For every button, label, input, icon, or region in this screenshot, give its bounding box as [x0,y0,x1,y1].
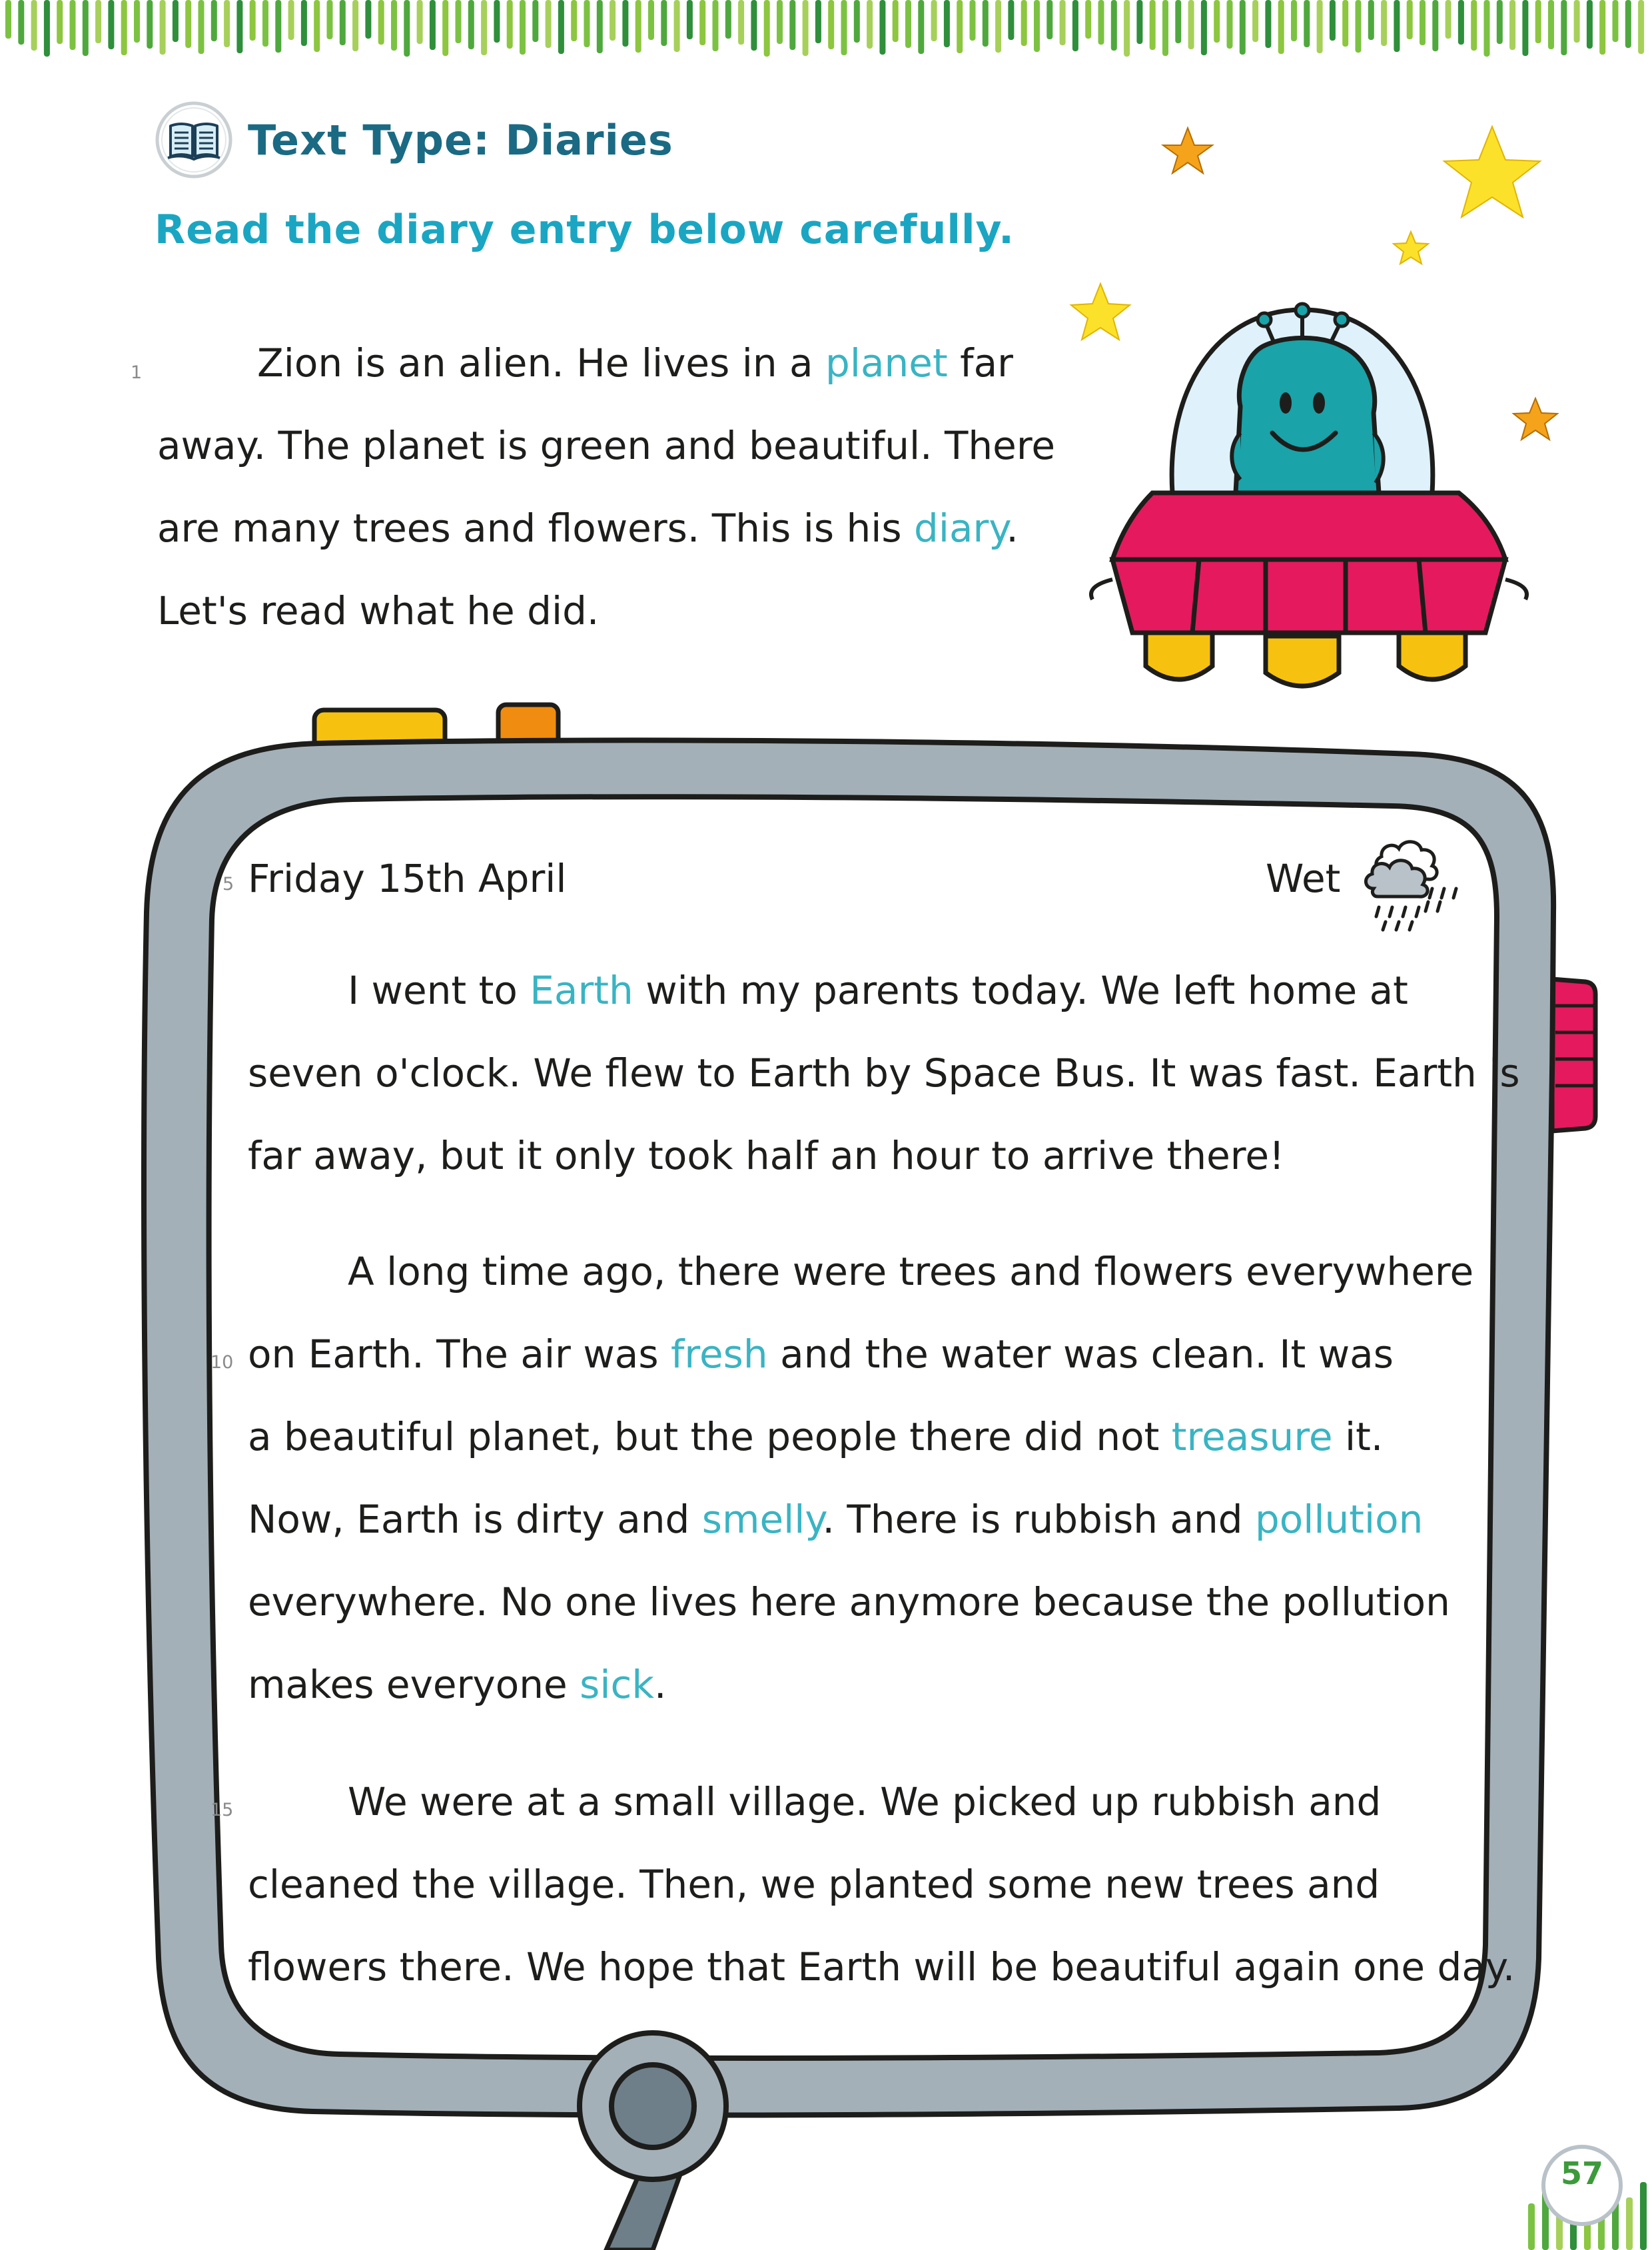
text-run: . [653,1662,667,1707]
stripe [648,0,654,40]
line-number: 5 [222,874,234,895]
star-icon [1513,398,1557,440]
stripe [1021,0,1027,46]
stripe [1136,0,1142,44]
book-icon [155,101,233,179]
text-run: a beautiful planet, but the people there did not [248,1414,1172,1459]
star-icon [1394,232,1428,264]
rain-cloud-icon [1359,819,1479,939]
stripe [352,0,358,51]
stripe [687,0,693,39]
stripe [481,0,487,55]
stripe [18,0,24,45]
instruction-text: Read the diary entry below carefully. [155,206,1015,253]
text-run: Let's read what he did. [157,588,600,633]
stripe [327,0,333,39]
text-run: I went to [348,968,530,1013]
text-run: are many trees and flowers. This is his [157,506,915,551]
text-run: . There is rubbish and [822,1497,1255,1542]
diary-line [248,1861,1380,1908]
vocab-word: planet [825,340,948,386]
stripe [635,0,641,53]
stripe [571,0,577,41]
stripe [57,0,63,44]
diary-line [248,1661,666,1708]
diary-line [248,1050,1520,1096]
stripe [1252,0,1258,42]
diary-line [248,1778,1381,1825]
stripe [610,0,616,41]
stripe [224,0,230,47]
stripe [1497,0,1503,44]
star-icon [1163,128,1212,173]
stripe [1072,0,1078,51]
stripe [262,0,268,47]
text-run: makes everyone [248,1662,580,1707]
stripe [1008,0,1014,40]
stripe [121,0,127,55]
stripe [1175,0,1181,43]
stripe [468,0,474,49]
stripe [995,0,1001,53]
stripe [173,0,179,42]
stripe [147,0,153,49]
stripe [417,0,423,44]
stripe [1265,0,1271,48]
stripe [1640,2182,1647,2250]
stripe [725,0,731,39]
stripe [1304,0,1310,47]
stripe [1162,0,1168,56]
line-number: 1 [131,362,143,383]
top-stripes-decoration [0,0,1652,57]
stripe [546,0,552,48]
stripe [558,0,564,54]
text-run: away. The planet is green and beautiful. There [157,423,1056,468]
stripe [1214,0,1220,43]
intro-line [157,505,1019,552]
stripe [957,0,963,53]
stripe [1034,0,1040,52]
stripe [777,0,783,44]
diary-weather: Wet [1266,856,1341,901]
stripe [1098,0,1104,45]
stripe [1471,0,1477,51]
text-run: everywhere. No one lives here anymore because the pollution [248,1579,1450,1625]
section-header [155,100,673,180]
stripe [1201,0,1207,55]
stripe [288,0,294,40]
stripe [44,0,50,57]
stripe [1599,0,1605,55]
stripe [622,0,628,47]
stripe [713,0,719,51]
diary-line [248,1413,1383,1460]
stripe [841,0,847,55]
stripe [1613,0,1619,42]
stripe [70,0,76,50]
stripe [1111,0,1117,51]
stripe [584,0,590,47]
intro-line [157,422,1055,469]
stripe [1291,0,1297,41]
stripe [494,0,500,43]
stripe [391,0,397,51]
stripe [944,0,950,47]
stripe [5,0,11,39]
stripe [185,0,191,48]
stripe [597,0,603,53]
stripe [1342,0,1348,47]
stripe [1535,0,1541,43]
stripe [1150,0,1156,50]
diary-line [248,1944,1515,1990]
stripe [1626,2197,1633,2250]
stripe [699,0,705,45]
stripe [1227,0,1233,49]
stripe [1420,0,1426,45]
line-number: 15 [210,1800,234,1820]
intro-line [157,587,599,634]
stripe [160,0,166,55]
stripe [507,0,513,49]
stripe [199,0,205,54]
vocab-word: pollution [1254,1497,1424,1542]
star-icon [1444,127,1540,217]
stripe [970,0,976,41]
diary-line [248,1132,1284,1179]
text-run: Now, Earth is dirty and [248,1497,702,1542]
text-run: flowers there. We hope that Earth will be beautiful again one day. [248,1944,1515,1990]
stripe [1528,2203,1535,2250]
stripe [236,0,242,53]
stripe [314,0,320,52]
vocab-word: sick [580,1662,654,1707]
vocab-word: diary [914,506,1007,551]
text-run: far away, but it only took half an hour to arrive there! [248,1133,1285,1178]
stripe [1240,0,1246,55]
star-icon [1071,284,1130,340]
diary-line [248,1579,1450,1625]
stripe [95,0,101,43]
diary-line [248,1248,1473,1295]
stripe [751,0,757,51]
stripe [134,0,140,43]
stripe [815,0,821,43]
text-run: Zion is an alien. He lives in a [257,340,826,386]
stripe [404,0,410,57]
stripe [803,0,809,56]
stripe [1548,0,1554,49]
line-number: 10 [210,1352,234,1373]
stripe [1446,0,1451,39]
text-run: with my parents today. We left home at [633,968,1408,1013]
text-run: on Earth. The air was [248,1331,671,1377]
stripe [905,0,911,48]
stripe [1188,0,1194,49]
stripe [1060,0,1066,45]
stripe [918,0,924,54]
stripe [1381,0,1387,46]
stripe [1317,0,1323,53]
stripe [879,0,885,55]
stripe [764,0,770,57]
page-number: 57 [1560,2155,1603,2191]
stripe [789,0,795,50]
diary-line [248,1496,1423,1543]
stripe [83,0,89,56]
stripe [983,0,989,47]
stripe [1124,0,1130,57]
intro-line [257,340,1013,386]
stripe [31,0,37,51]
stripe [532,0,538,42]
stripe [1394,0,1400,52]
stripe [1522,0,1528,56]
diary-line [248,967,1408,1014]
stripe [378,0,384,45]
stripe [275,0,281,53]
stripe [301,0,307,46]
stripe [1574,0,1580,43]
stripe [365,0,371,39]
stripe [211,0,217,41]
stripe [661,0,667,46]
stripe [1458,0,1464,45]
stripe [456,0,462,43]
stripe [250,0,256,41]
vocab-word: treasure [1171,1414,1333,1459]
stripe [867,0,873,49]
stripe [931,0,937,41]
stripe [108,0,114,49]
vocab-word: smelly [701,1497,823,1542]
stripe [738,0,744,45]
text-run: We were at a small village. We picked up rubbish and [348,1779,1382,1824]
stripe [1625,0,1631,48]
stripe [1432,0,1438,51]
stripe [1278,0,1284,54]
stripe [520,0,526,55]
section-title: Text Type: Diaries [248,115,673,165]
stripe [1330,0,1336,41]
stripe [1509,0,1515,50]
text-run: A long time ago, there were trees and flowers everywhere [348,1249,1474,1294]
text-run: and the water was clean. It was [767,1331,1394,1377]
stripe [1046,0,1052,39]
alien-ufo-illustration [1066,120,1572,699]
stripe [1638,0,1644,54]
vocab-word: fresh [670,1331,768,1377]
text-run: far [947,340,1013,386]
diary-line [248,1331,1394,1377]
stripe [893,0,899,42]
stripe [1356,0,1362,53]
vocab-word: Earth [530,968,633,1013]
stripe [442,0,448,56]
text-run: it. [1332,1414,1384,1459]
stripe [430,0,436,50]
text-run: . [1006,506,1019,551]
stripe [854,0,860,43]
stripe [1085,0,1091,39]
stripe [1484,0,1490,57]
text-run: cleaned the village. Then, we planted some new trees and [248,1862,1380,1907]
text-run: seven o'clock. We flew to Earth by Space Bus. It was fast. Earth is [248,1050,1520,1096]
stripe [1407,0,1413,39]
stripe [828,0,834,49]
stripe [340,0,346,45]
diary-date: Friday 15th April [248,856,567,901]
stripe [674,0,680,52]
stripe [1368,0,1374,40]
stripe [1587,0,1593,49]
stripe [1561,0,1567,55]
